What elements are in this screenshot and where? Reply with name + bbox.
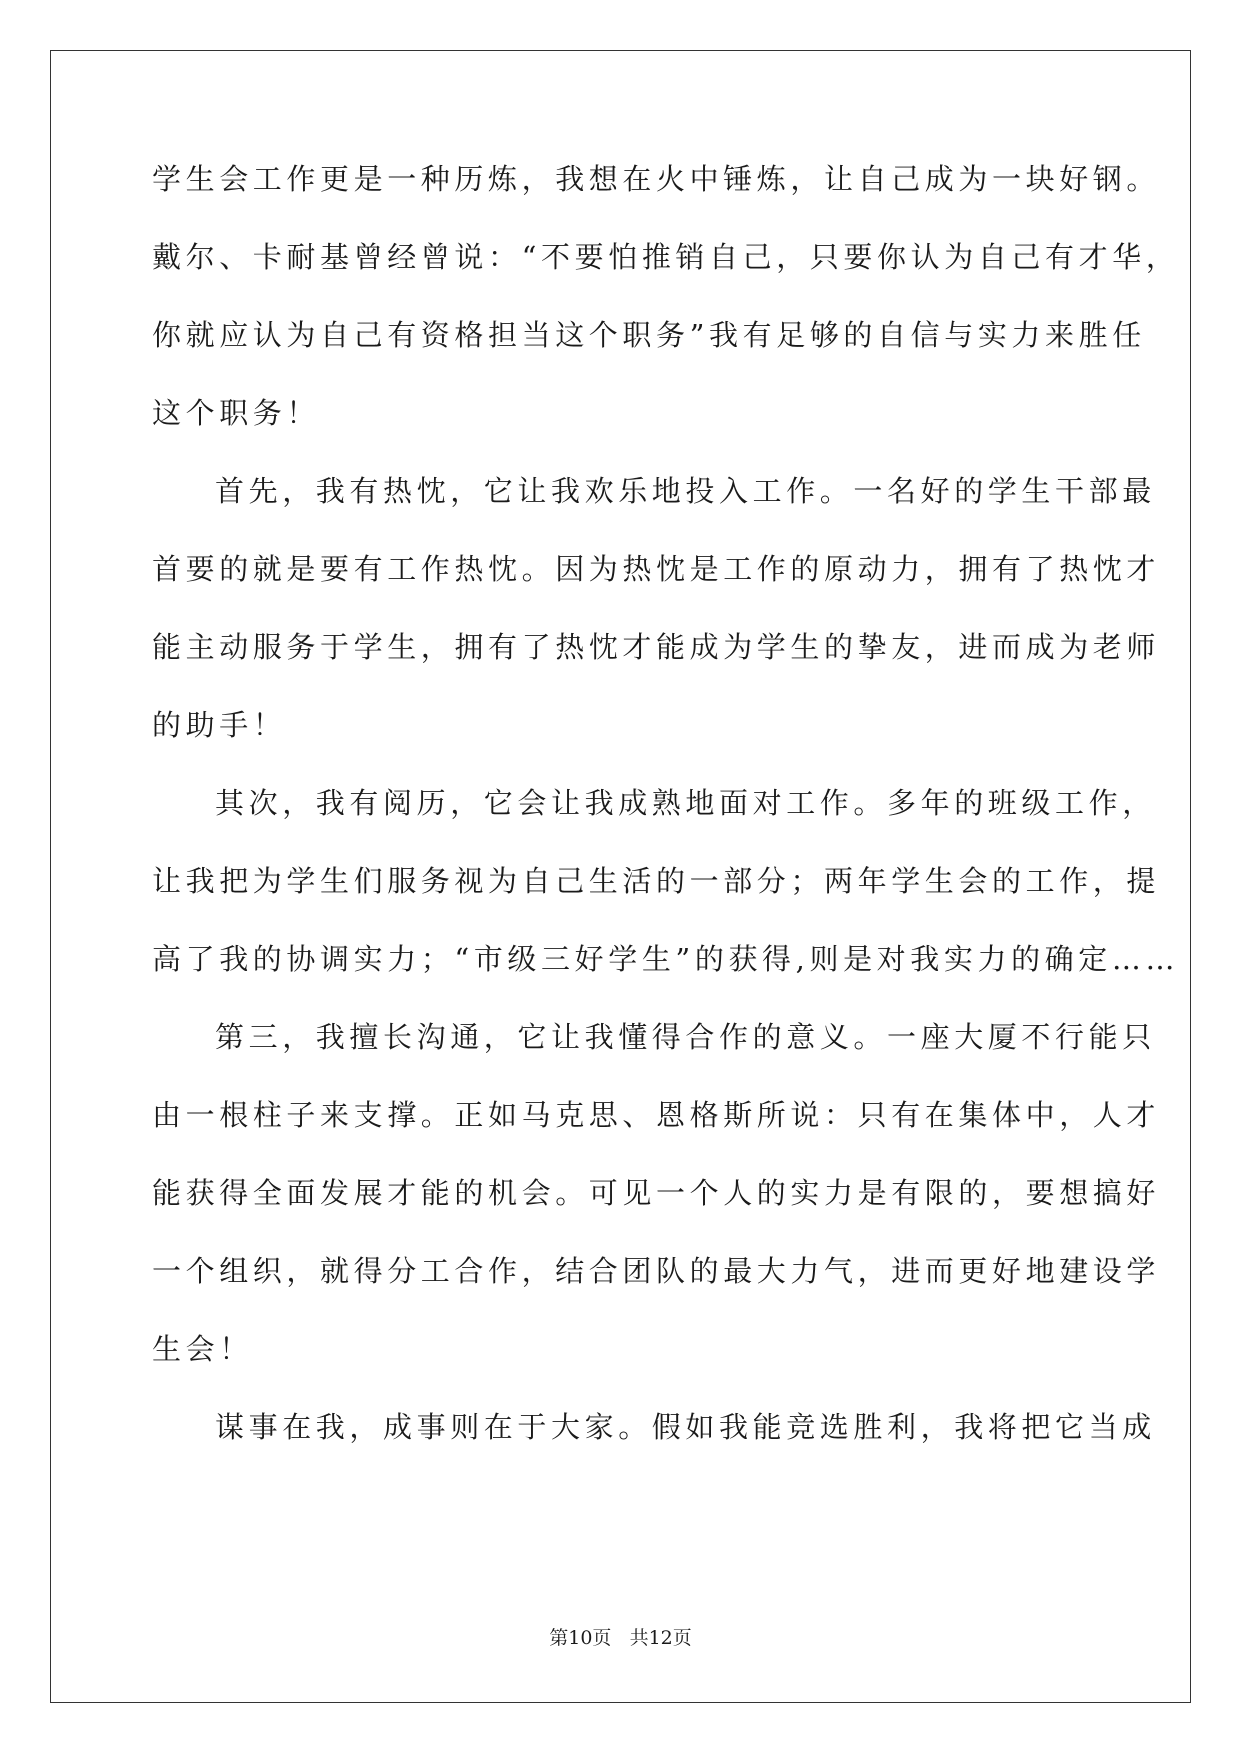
- text-line: 学生会工作更是一种历炼，我想在火中锤炼，让自己成为一块好钢。: [152, 162, 1161, 196]
- text-line: 其次，我有阅历，它会让我成熟地面对工作。多年的班级工作，: [215, 786, 1156, 820]
- text-line: 的助手！: [152, 708, 287, 742]
- text-line: 首要的就是要有工作热忱。因为热忱是工作的原动力，拥有了热忱才: [152, 552, 1161, 586]
- text-line: 高了我的协调实力；“市级三好学生”的获得,则是对我实力的确定……: [152, 942, 1180, 976]
- page-total: 共12页: [629, 1627, 692, 1649]
- text-line: 你就应认为自己有资格担当这个职务”我有足够的自信与实力来胜任: [152, 318, 1146, 352]
- text-line: 让我把为学生们服务视为自己生活的一部分；两年学生会的工作，提: [152, 864, 1161, 898]
- text-line: 这个职务！: [152, 396, 321, 430]
- page-number: 第10页: [549, 1627, 612, 1649]
- text-line: 能主动服务于学生，拥有了热忱才能成为学生的挚友，进而成为老师: [152, 630, 1161, 664]
- text-line: 能获得全面发展才能的机会。可见一个人的实力是有限的，要想搞好: [152, 1176, 1161, 1210]
- page-footer: [0, 1623, 1241, 1650]
- text-line: 戴尔、卡耐基曾经曾说：“不要怕推销自己，只要你认为自己有才华，: [152, 240, 1180, 274]
- text-line: 第三，我擅长沟通，它让我懂得合作的意义。一座大厦不行能只: [215, 1020, 1156, 1054]
- text-line: 一个组织，就得分工合作，结合团队的最大力气，进而更好地建设学: [152, 1254, 1161, 1288]
- text-line: 由一根柱子来支撑。正如马克思、恩格斯所说：只有在集体中，人才: [152, 1098, 1161, 1132]
- document-body: [152, 160, 1180, 1466]
- text-line: 首先，我有热忱，它让我欢乐地投入工作。一名好的学生干部最: [215, 474, 1156, 508]
- text-line: 生会！: [152, 1332, 253, 1366]
- text-line: 谋事在我，成事则在于大家。假如我能竞选胜利，我将把它当成: [215, 1410, 1156, 1444]
